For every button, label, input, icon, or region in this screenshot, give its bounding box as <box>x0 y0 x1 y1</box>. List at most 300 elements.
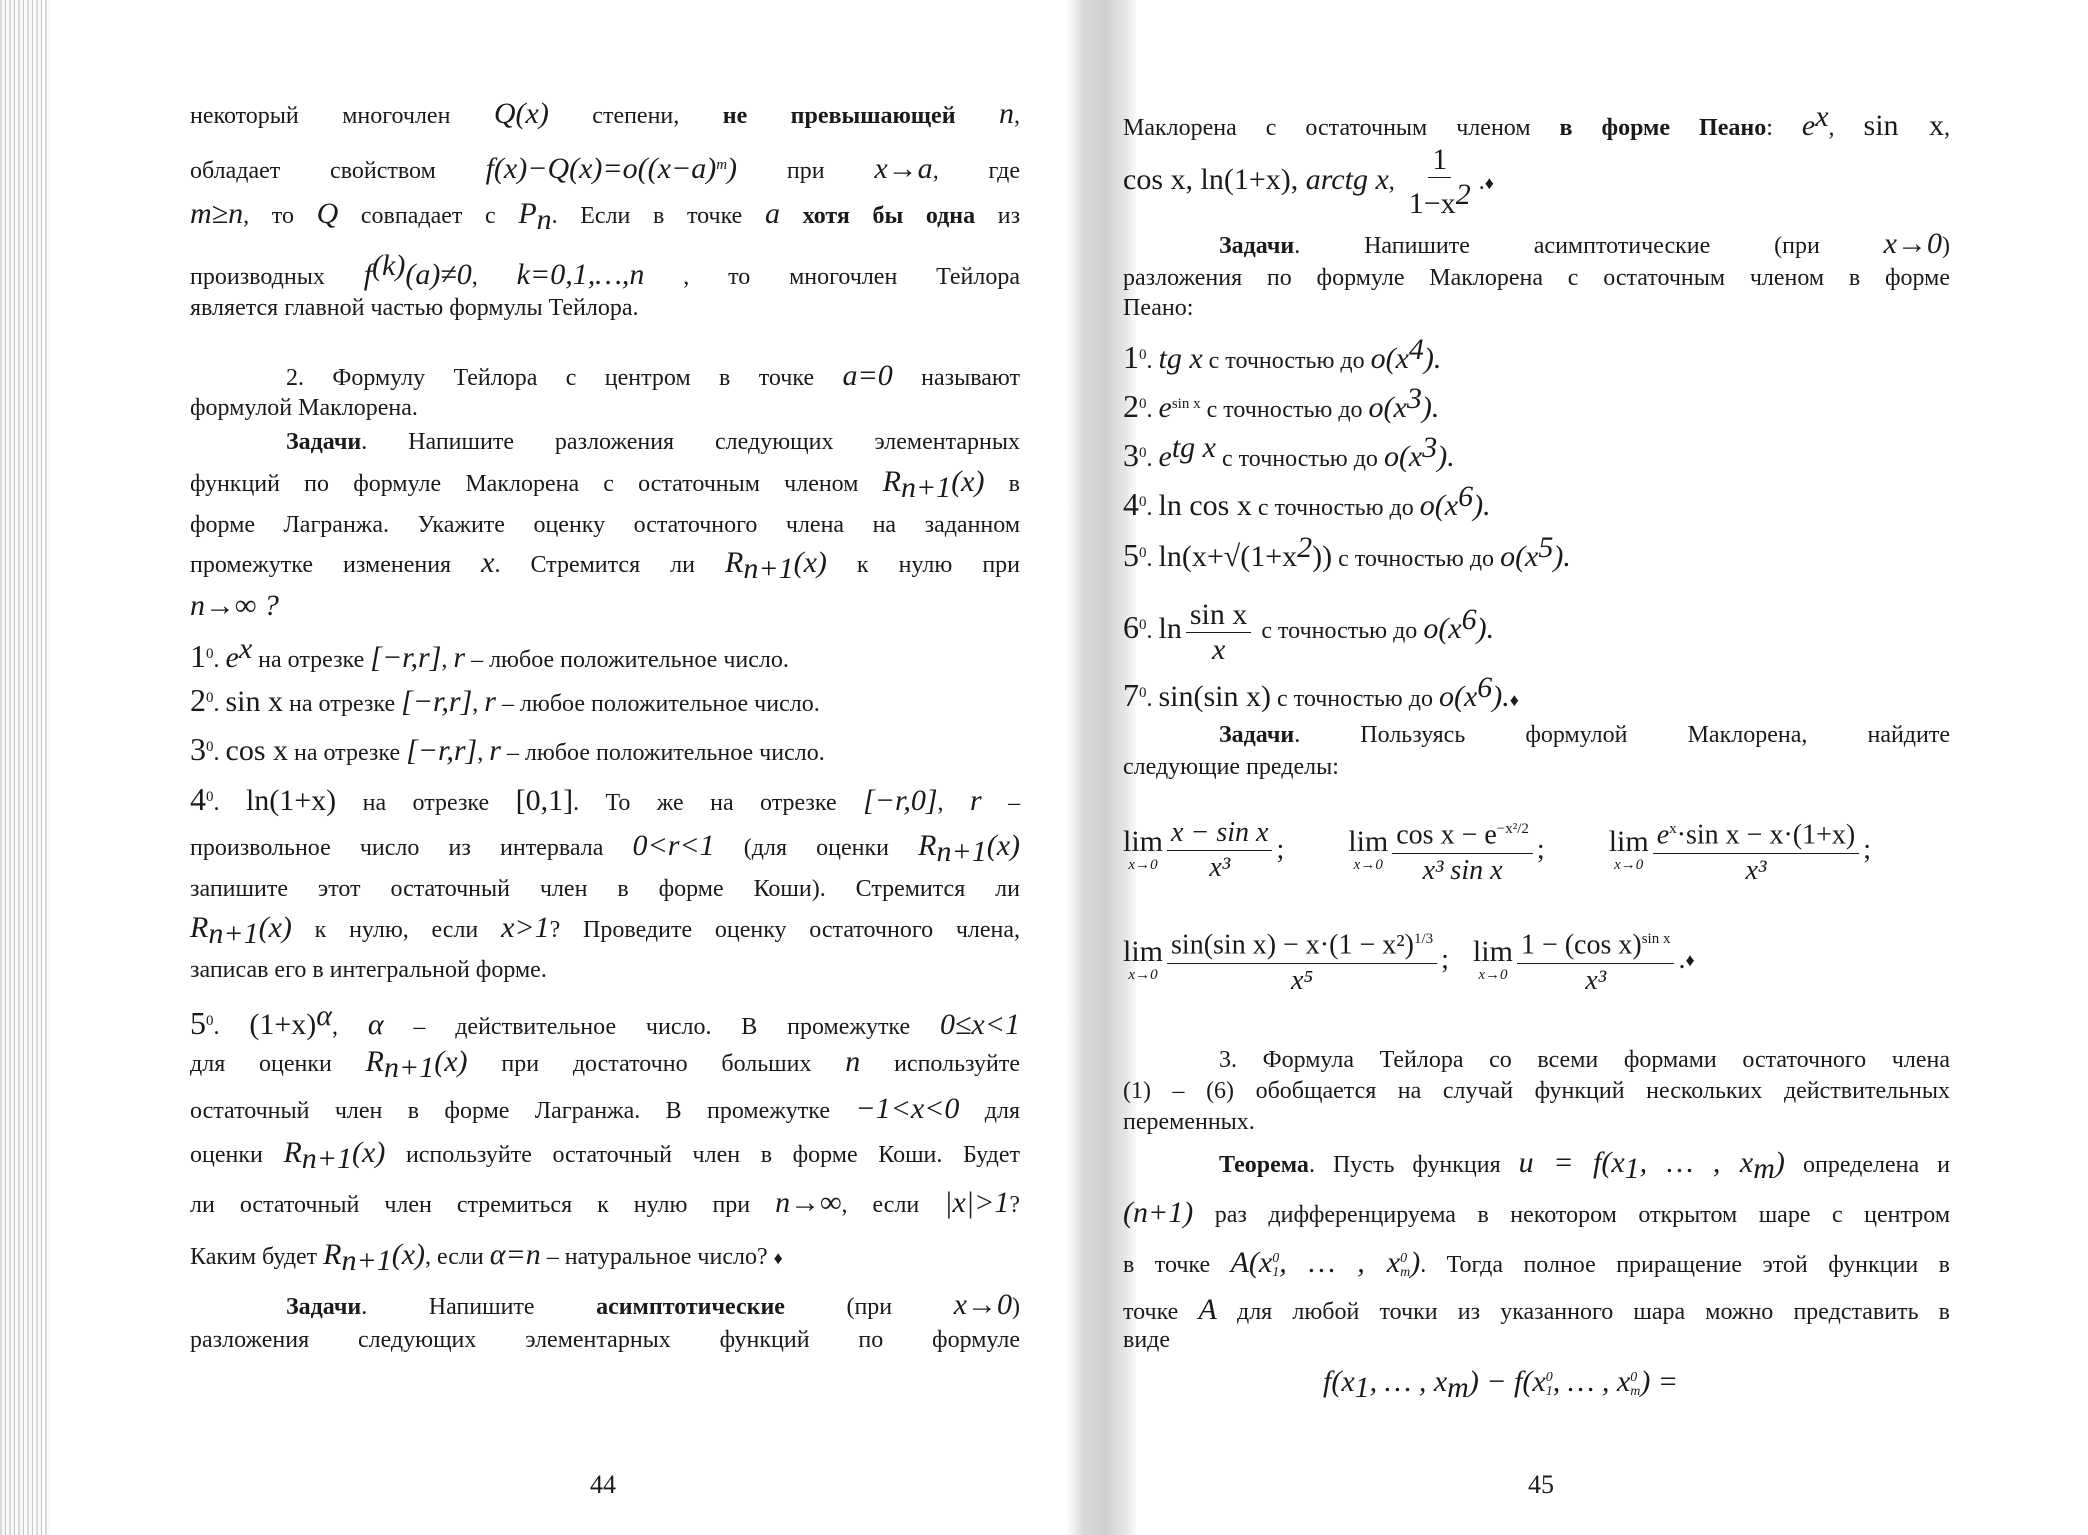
math-sup: 6 <box>1461 603 1477 636</box>
math-sup: −x²/2 <box>1496 821 1529 838</box>
lim-subscript: x→0 <box>1128 967 1158 983</box>
text: ) <box>1012 1294 1020 1320</box>
math: R <box>882 465 901 498</box>
math: r <box>489 734 501 767</box>
math-sup: 2 <box>1455 178 1471 212</box>
math: ) <box>727 152 738 185</box>
fraction-numerator: e <box>1656 819 1670 851</box>
text: с точностью до <box>1208 348 1365 374</box>
limit-operator <box>1609 827 1649 873</box>
item-number: 4 <box>1123 486 1139 522</box>
lp-item-5-line2 <box>190 1042 1020 1082</box>
math: n <box>845 1045 861 1078</box>
math: (1+x) <box>249 1008 317 1041</box>
math-sup: 1/3 <box>1413 931 1434 948</box>
math: P <box>518 197 537 230</box>
lp-item-5-line3 <box>190 1089 1020 1129</box>
text: , <box>441 647 448 673</box>
text: – любое положительное число. <box>471 647 789 673</box>
item-degree: 0 <box>206 690 214 706</box>
math: tg x <box>1158 342 1203 375</box>
end-of-section-diamond-icon: ♦ <box>1484 173 1494 193</box>
rp-p3-line2: (1) – (6) обобщается на случай функций нескольких действительных <box>1123 1078 1950 1104</box>
rp-theorem-line1 <box>1123 1143 1950 1183</box>
math: f(x)−Q(x)=o((x−a) <box>485 152 717 185</box>
lim-subscript: x→0 <box>1128 857 1158 873</box>
lim-label: lim <box>1123 935 1164 968</box>
math-sub: 1 <box>1354 1370 1370 1404</box>
text: (для оценки <box>743 835 889 861</box>
separator: . <box>1678 944 1686 975</box>
math-sup: 0 <box>1400 1251 1408 1267</box>
math: ln(1+x) <box>245 784 337 817</box>
text: на отрезке <box>289 691 396 717</box>
math: sin x <box>225 685 284 718</box>
math: n <box>999 97 1014 130</box>
text: , <box>1944 115 1951 141</box>
math: Q <box>316 197 339 230</box>
bold-text: не превышающей <box>722 103 956 129</box>
lp-tasks1-line5: n→∞ ? <box>190 589 279 622</box>
item-number: 5 <box>190 1005 206 1041</box>
text: – любое положительное число. <box>506 740 825 766</box>
math-sup: 0 <box>1545 1370 1553 1386</box>
lp-item-4-line4 <box>190 908 1020 948</box>
math: ). <box>1473 489 1491 522</box>
math: e <box>1158 440 1172 473</box>
text: Маклорена с остаточным членом <box>1123 115 1531 141</box>
math: (a)≠0 <box>405 258 472 291</box>
math: ). <box>1423 342 1442 375</box>
math: r <box>453 641 466 674</box>
lim-subscript: x→0 <box>1478 967 1508 983</box>
limit-operator <box>1123 827 1163 873</box>
limit-operator <box>1123 937 1163 983</box>
text: . Тогда полное приращение этой функции в <box>1420 1252 1950 1278</box>
item-degree: 0 <box>206 1013 214 1029</box>
lim-subscript: x→0 <box>1614 857 1644 873</box>
math: r <box>484 685 496 718</box>
math-sub: m <box>1630 1384 1641 1400</box>
text: . Если в точке <box>551 203 743 229</box>
rp-peano-item-7: $7^0$. sin(sin x) с точностью до $o(x^6).♦$ <box>1123 671 1519 713</box>
text: к нулю при <box>856 552 1021 578</box>
bold-text: асимптотические <box>596 1294 785 1320</box>
text: , <box>937 790 944 816</box>
fraction-denominator: x <box>1211 632 1226 666</box>
text: . Пользуясь <box>1294 722 1466 748</box>
math: Q(x) <box>493 97 549 130</box>
text: с точностью до <box>1277 686 1433 712</box>
fraction-numerator: sin x <box>1186 598 1252 633</box>
text: для оценки <box>190 1051 332 1077</box>
rp-peano-item-4: $4^0$. ln cos x с точностью до $o(x^6)$. <box>1123 480 1491 522</box>
math-sub: n+1 <box>301 1141 353 1175</box>
limit-fraction <box>1653 812 1860 887</box>
page-number-right: 45 <box>1528 1470 1554 1499</box>
math-sup: (k) <box>372 249 406 282</box>
math: k=0,1,…,n <box>516 258 645 291</box>
math: , ln(1+x), <box>1185 163 1306 196</box>
limit-fraction <box>1517 922 1675 997</box>
text: ? <box>1009 1192 1020 1218</box>
text: формулой <box>1525 722 1628 748</box>
math-sub: n+1 <box>208 916 259 950</box>
text: с точностью до <box>1221 446 1378 472</box>
math: α=n <box>489 1238 541 1271</box>
text: при достаточно больших <box>501 1051 812 1077</box>
math: arctg x <box>1305 163 1389 196</box>
theorem-heading: Теорема <box>1219 1152 1309 1178</box>
math: |x|>1 <box>944 1186 1010 1219</box>
lp-tasks1-line3: форме Лагранжа. Укажите оценку остаточного члена на заданном <box>190 512 1020 538</box>
text: точке <box>1123 1299 1179 1325</box>
rp-theorem-line2 <box>1123 1193 1950 1233</box>
rp-theorem-line3 <box>1123 1243 1950 1283</box>
tasks-heading: Задачи <box>1219 233 1295 259</box>
math: [−r,0] <box>863 784 938 817</box>
math: (x) <box>352 1136 386 1169</box>
math: ) = <box>1640 1365 1679 1398</box>
text: . Напишите разложения следующих элементарных <box>361 429 1020 455</box>
tasks-heading: Задачи <box>286 1294 362 1320</box>
lp-tasks1-line1 <box>190 422 1020 462</box>
item-degree: 0 <box>206 646 214 662</box>
text: – любое положительное число. <box>501 691 820 717</box>
math: a <box>764 197 780 230</box>
fraction-denominator: x³ <box>1209 851 1231 883</box>
item-number: 4 <box>190 781 206 817</box>
fraction-numerator-rest: ·sin x − x·(1+x) <box>1676 819 1856 851</box>
text: к нулю, если <box>314 917 479 943</box>
rp-p1-line1 <box>1123 97 1951 142</box>
rp-p3-line1: 3. Формула Тейлора со всеми формами остаточного члена <box>1219 1047 1950 1073</box>
lp-item-1: $1^0$. $e^x$ на отрезке [−r,r], r – любое положительное число. <box>190 632 789 674</box>
rp-peano-item-5: $5^0$. $\ln(x+√(1+x^2))$ с точностью до $o(x^5)$. <box>1123 531 1571 573</box>
math: ln <box>1158 612 1182 645</box>
math: , … , x <box>1369 1365 1448 1398</box>
limit-operator <box>1348 827 1388 873</box>
math: [0,1] <box>515 784 574 817</box>
page-edge-stack <box>0 0 50 1535</box>
lp-item-4-line1: $4^0$. ln(1+x) на отрезке [0,1]. То же на отрезке [−r,0], r – <box>190 781 1021 817</box>
text: промежутке изменения <box>190 552 452 578</box>
lim-label: lim <box>1472 935 1513 968</box>
rp-tasks3-line2: разложения по формуле Маклорена с остаточным членом в форме <box>1123 265 1950 291</box>
math: (x) <box>793 546 827 579</box>
text: производных <box>190 264 325 290</box>
bold-text: хотя бы одна <box>802 203 976 229</box>
math: R <box>323 1238 342 1271</box>
math: A <box>1198 1293 1217 1326</box>
text: оценки <box>190 1142 263 1168</box>
math: ) <box>1410 1246 1421 1279</box>
math: o(x <box>1419 489 1459 522</box>
limit-operator <box>1473 937 1513 983</box>
limit-fraction <box>1392 812 1533 887</box>
lp-item-5-line5 <box>190 1183 1020 1223</box>
fraction <box>1405 143 1475 223</box>
math-sub: n+1 <box>743 551 794 585</box>
math: f <box>363 258 373 291</box>
item-degree: 0 <box>1139 617 1147 633</box>
text: с точностью до <box>1206 397 1363 423</box>
left-page <box>190 0 1020 1535</box>
text: остаточный член в форме Лагранжа. В промежутке <box>190 1098 831 1124</box>
text: . Пусть функция <box>1308 1152 1501 1178</box>
math: e <box>225 641 239 674</box>
math: (n+1) <box>1123 1196 1194 1229</box>
math: , … , x <box>1279 1246 1401 1279</box>
math-sup: x <box>1669 821 1677 838</box>
math: 0<r<1 <box>632 829 715 862</box>
tasks-heading: Задачи <box>1219 722 1295 748</box>
separator: ; <box>1536 834 1545 865</box>
fraction-numerator: sin(sin x) − x·(1 − x²) <box>1171 929 1414 961</box>
math: −1<x<0 <box>855 1092 960 1125</box>
text: определена и <box>1802 1152 1951 1178</box>
math: f(x <box>1323 1365 1355 1398</box>
right-page <box>1123 0 1950 1535</box>
math: x→a <box>874 152 933 185</box>
lp-tasks1-line2 <box>190 462 1020 502</box>
lp-item-4-line3: запишите этот остаточный член в форме Коши). Стремится ли <box>190 876 1020 902</box>
text: , <box>1388 169 1395 195</box>
rp-peano-item-3: $3^0$. $e^{tg x}$ с точностью до $o(x^3)$. <box>1123 431 1455 473</box>
rp-theorem-line5: виде <box>1123 1327 1171 1353</box>
text: на отрезке <box>362 790 490 816</box>
text: из <box>997 203 1021 229</box>
text: называют <box>921 365 1020 391</box>
math-sup: 0 <box>1630 1370 1638 1386</box>
lp-tasks2-line2: разложения следующих элементарных функций по формуле <box>190 1327 1020 1353</box>
math: o(x <box>1438 680 1478 713</box>
math-sup: sin x <box>1641 931 1671 948</box>
math: , … , x <box>1639 1146 1754 1179</box>
math-sub: m <box>1753 1151 1775 1185</box>
text: некоторый многочлен <box>190 103 451 129</box>
rp-peano-item-1: $1^0$. tg x с точностью до $o(x^4)$. <box>1123 333 1442 375</box>
lp-p1-line4 <box>190 246 1021 291</box>
text: . Напишите асимптотические <box>1294 233 1711 259</box>
text: используйте остаточный член в форме Коши. Будет <box>405 1142 1021 1168</box>
math-sup: α <box>316 999 332 1032</box>
text: с точностью до <box>1257 495 1414 521</box>
math: o(x <box>1500 540 1539 573</box>
math: a=0 <box>842 359 893 392</box>
fraction-numerator: x − sin x <box>1167 816 1272 851</box>
item-degree: 0 <box>1139 445 1147 461</box>
item-number: 2 <box>1123 388 1139 424</box>
math: R <box>365 1045 384 1078</box>
text: в <box>1008 471 1021 497</box>
item-degree: 0 <box>206 789 214 805</box>
item-number: 3 <box>1123 437 1139 473</box>
lp-tasks1-line4 <box>190 543 1020 583</box>
math: x→0 <box>1883 227 1942 260</box>
text: на отрезке <box>294 740 401 766</box>
text: , то многочлен Тейлора <box>683 264 1021 290</box>
lim-label: lim <box>1123 825 1164 858</box>
math: [−r,r] <box>406 734 478 767</box>
fraction-denominator: x³ <box>1585 964 1607 996</box>
fraction-numerator: 1 <box>1428 143 1451 178</box>
math-sub: 1 <box>1624 1151 1640 1185</box>
text: , то <box>243 203 294 229</box>
text: произвольное число из интервала <box>190 835 604 861</box>
math-sup: 6 <box>1458 480 1474 513</box>
limits-row-1 <box>1123 795 1950 905</box>
text: (при <box>846 1294 893 1320</box>
lp-item-2: $2^0$. sin x на отрезке [−r,r], r – любое положительное число. <box>190 682 820 718</box>
math: x <box>481 546 495 579</box>
math: u = f(x <box>1518 1146 1625 1179</box>
text: в точке <box>1123 1252 1211 1278</box>
lim-subscript: x→0 <box>1353 857 1383 873</box>
item-number: 1 <box>1123 339 1139 375</box>
item-degree: 0 <box>1139 545 1147 561</box>
text: , <box>471 264 478 290</box>
math: ). <box>1437 440 1455 473</box>
lp-tasks2-line1 <box>190 1285 1020 1325</box>
math-sup: 6 <box>1477 671 1493 704</box>
math-sup: 2 <box>1297 531 1313 564</box>
text: , <box>1828 115 1835 141</box>
text: найдите <box>1867 722 1951 748</box>
math: ) <box>1774 1146 1785 1179</box>
item-number: 2 <box>190 682 206 718</box>
math-sup: tg x <box>1171 431 1216 464</box>
math: x>1 <box>501 911 550 944</box>
math-sup: x <box>1815 100 1829 133</box>
math: m≥n <box>190 197 244 230</box>
lp-item-5-line1: $5^0$. $(1+x)^\alpha$, α – действительное число. В промежутке 0≤x<1 <box>190 999 1020 1041</box>
math-sup: m <box>716 157 728 173</box>
item-degree: 0 <box>1139 494 1147 510</box>
separator: ; <box>1441 944 1449 975</box>
math: e <box>1158 391 1172 424</box>
lp-item-4-line5: записав его в интегральной форме. <box>190 957 547 983</box>
math-sub: 1 <box>1272 1265 1280 1281</box>
lp-p1-line5: является главной частью формулы Тейлора. <box>190 295 639 321</box>
math: sin x <box>1863 109 1945 142</box>
math: ln cos x <box>1158 489 1252 522</box>
math: (x) <box>434 1045 468 1078</box>
rp-tasks4-line2: следующие пределы: <box>1123 754 1339 780</box>
end-of-section-diamond-icon: ♦ <box>773 1248 783 1268</box>
text: для <box>984 1098 1021 1124</box>
math-sup: 0 <box>1272 1251 1280 1267</box>
lim-label: lim <box>1608 825 1649 858</box>
math: 0≤x<1 <box>939 1008 1020 1041</box>
math-sub: n+1 <box>341 1243 392 1277</box>
math: )) <box>1312 540 1333 573</box>
math: (x) <box>391 1238 426 1271</box>
text: Маклорена, <box>1687 722 1808 748</box>
text: ? Проведите оценку остаточного члена, <box>549 917 1021 943</box>
text: – натуральное число? <box>546 1244 768 1270</box>
math: ) − f(x <box>1468 1365 1546 1398</box>
math-sub: 1 <box>1545 1384 1553 1400</box>
separator: ; <box>1863 834 1871 865</box>
math: o(x <box>1383 440 1423 473</box>
math: (x) <box>951 465 985 498</box>
text: обладает свойством <box>190 158 436 184</box>
text: на отрезке <box>258 647 365 673</box>
math-sup: 3 <box>1422 431 1438 464</box>
math-sub: m <box>1400 1265 1411 1281</box>
math: o(x <box>1423 612 1462 645</box>
limits-row-2 <box>1123 905 1950 1015</box>
text: . Напишите <box>361 1294 535 1320</box>
item-degree: 0 <box>1139 347 1147 363</box>
text: при <box>786 158 825 184</box>
math: α <box>367 1008 384 1041</box>
rp-p3-line3: переменных. <box>1123 1109 1255 1135</box>
fraction-denominator: 1−x <box>1408 187 1456 221</box>
text: , где <box>932 158 1021 184</box>
math-sub: n+1 <box>900 470 952 504</box>
text: . Стремится ли <box>494 552 695 578</box>
item-number: 1 <box>190 638 206 674</box>
text: функций по формуле Маклорена с остаточным членом <box>190 471 859 497</box>
lp-item-4-line2 <box>190 826 1020 866</box>
text: . То же на отрезке <box>573 790 837 816</box>
math-sub: m <box>1447 1370 1469 1404</box>
math: cos x <box>225 734 288 767</box>
fraction-denominator: x⁵ <box>1290 964 1314 996</box>
item-degree: 0 <box>1139 396 1147 412</box>
math: (x) <box>258 911 292 944</box>
tasks-heading: Задачи <box>286 429 362 455</box>
end-of-section-diamond-icon: ♦ <box>1685 949 1695 970</box>
bold-text: в форме Пеано <box>1559 115 1767 141</box>
text: совпадает с <box>360 203 496 229</box>
math: ln(x+√(1+x <box>1158 540 1298 573</box>
item-number: 3 <box>190 731 206 767</box>
math: ). <box>1421 391 1440 424</box>
math-sub: n+1 <box>384 1050 435 1084</box>
math: (x) <box>986 829 1021 862</box>
math: ). <box>1553 540 1571 573</box>
fraction-numerator: cos x − e <box>1396 819 1497 851</box>
item-degree: 0 <box>1139 685 1147 701</box>
math: R <box>918 829 937 862</box>
text: , <box>477 740 484 766</box>
lim-label: lim <box>1348 825 1389 858</box>
math-sup: sin x <box>1171 396 1201 412</box>
math: o(x <box>1368 391 1407 424</box>
rp-peano-item-6: $6^0$. ln $\frac{\text{sin x}}{x}$ с точностью до $o(x^6)$. <box>1123 597 1495 666</box>
text: – <box>1008 790 1021 816</box>
math: ). <box>1492 680 1510 713</box>
text: , <box>331 1014 338 1040</box>
lp-p2-line2: формулой Маклорена. <box>190 395 418 421</box>
text: , <box>1014 103 1020 129</box>
page-number-left: 44 <box>590 1470 616 1499</box>
math: e <box>1801 109 1816 142</box>
math: R <box>725 546 744 579</box>
math: ). <box>1476 612 1495 645</box>
lp-item-5-line4 <box>190 1133 1020 1173</box>
text: ) <box>1942 233 1950 259</box>
separator: ; <box>1276 834 1285 865</box>
fraction-denominator: x³ sin x <box>1422 854 1503 886</box>
item-number: 6 <box>1123 609 1139 645</box>
text: Каким будет <box>190 1244 318 1270</box>
limit-fraction <box>1167 922 1437 997</box>
text: для любой точки из указанного шара можно представить в <box>1236 1299 1951 1325</box>
